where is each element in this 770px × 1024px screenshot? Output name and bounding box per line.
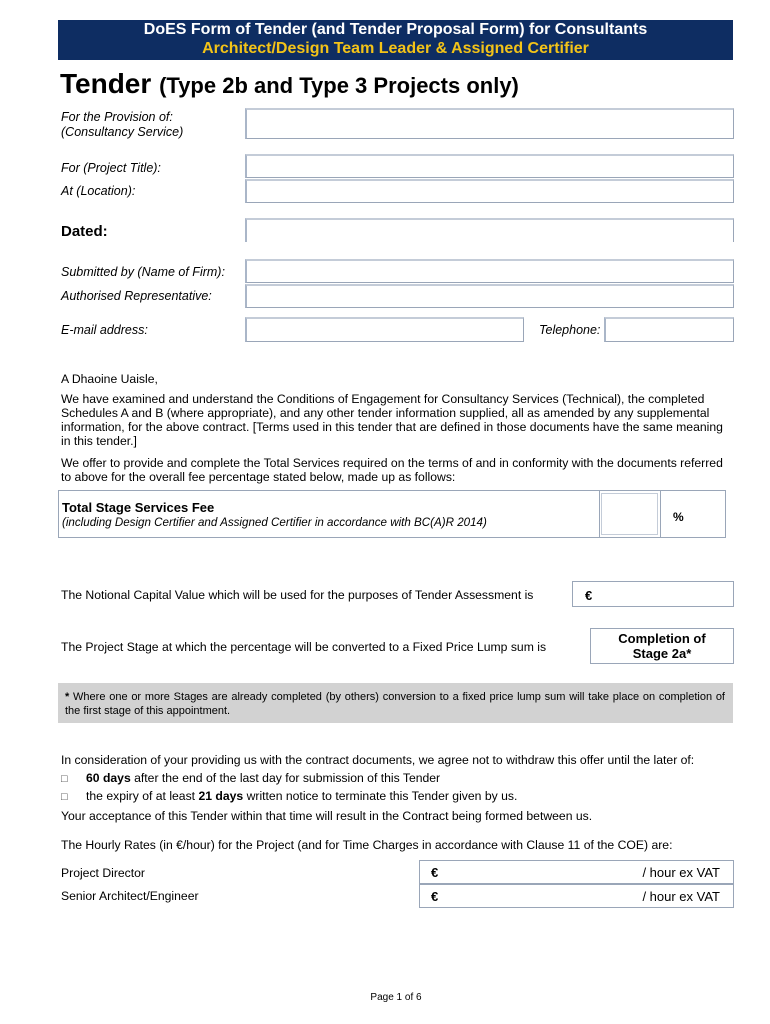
title-main: Tender <box>60 68 152 99</box>
rate-role-1: Senior Architect/Engineer <box>61 889 199 903</box>
fee-subtitle: (including Design Certifier and Assigned Certifier in accordance with BC(A)R 2014) <box>62 516 487 529</box>
item2-pre: the expiry of at least <box>86 789 199 803</box>
notional-currency: € <box>585 588 593 603</box>
item2-rest: written notice to terminate this Tender given by us. <box>243 789 518 803</box>
note-box <box>58 683 733 723</box>
telephone-label: Telephone: <box>539 323 601 337</box>
rates-intro: The Hourly Rates (in €/hour) for the Project (and for Time Charges in accordance with Clause 11 of the COE) are: <box>61 838 673 852</box>
fee-title: Total Stage Services Fee <box>62 500 215 515</box>
salutation: A Dhaoine Uaisle, <box>61 372 158 386</box>
location-label: At (Location): <box>61 184 136 198</box>
header-subtitle: Architect/Design Team Leader & Assigned Certifier <box>202 40 589 57</box>
stage-value-1: Completion of <box>618 631 706 646</box>
project-title-field[interactable] <box>245 154 734 178</box>
note-text-block <box>65 690 725 718</box>
paragraph-2: We offer to provide and complete the Total Services required on the terms of and in conformity with the documents referred to above for the overall fee percentage stated below, made up as follows: <box>61 456 723 484</box>
provision-label-2: (Consultancy Service) <box>61 125 184 139</box>
dated-field[interactable] <box>245 218 734 242</box>
rate-unit-0: / hour ex VAT <box>642 865 720 880</box>
checkbox-icon: □ <box>61 791 68 803</box>
rate-role-0: Project Director <box>61 866 145 880</box>
consideration-item-2 <box>61 789 518 804</box>
fee-table <box>58 490 726 538</box>
header-title: DoES Form of Tender (and Tender Proposal Form) for Consultants <box>143 21 648 38</box>
page-number: Page 1 of 6 <box>370 992 422 1003</box>
firm-label: Submitted by (Name of Firm): <box>61 265 225 279</box>
checkbox-icon: □ <box>61 773 68 785</box>
consideration-item-1 <box>61 771 441 786</box>
rate-field-1[interactable] <box>419 884 734 908</box>
note-star: * <box>65 691 70 703</box>
provision-label-1: For the Provision of: <box>61 110 173 124</box>
rep-field[interactable] <box>245 284 734 308</box>
rate-field-0[interactable] <box>419 860 734 884</box>
fee-divider <box>599 491 600 537</box>
page-title <box>60 68 519 100</box>
consideration-intro: In consideration of your providing us with the contract documents, we agree not to withdraw this offer until the later of: <box>61 753 695 767</box>
firm-field[interactable] <box>245 259 734 283</box>
item2-bold: 21 days <box>198 789 244 803</box>
fee-divider-2 <box>660 491 661 537</box>
email-label: E-mail address: <box>61 323 148 337</box>
telephone-field[interactable] <box>604 317 734 342</box>
paragraph-1: We have examined and understand the Conditions of Engagement for Consultancy Services (Technical), the completed Schedules A and B (where appropriate), and any other tender information supplied, all as amended by any supplemental information, for the above contract. [Terms used in this tender that are defined in those documents have the same meaning in this tender.] <box>61 392 723 448</box>
dated-label: Dated: <box>61 223 108 240</box>
rate-currency-1: € <box>431 889 439 904</box>
stage-value-2: Stage 2a* <box>632 646 692 661</box>
header-banner <box>58 20 733 60</box>
rate-currency-0: € <box>431 865 439 880</box>
item1-bold: 60 days <box>86 771 131 785</box>
notional-value-field[interactable] <box>572 581 734 607</box>
stage-value-box <box>590 628 734 664</box>
item1-rest: after the end of the last day for submission of this Tender <box>130 771 441 785</box>
project-title-label: For (Project Title): <box>61 161 161 175</box>
fee-unit: % <box>673 510 684 524</box>
note-text: Where one or more Stages are already completed (by others) conversion to a fixed price lump sum will take place on completion of the first stage of this appointment. <box>65 691 725 717</box>
location-field[interactable] <box>245 179 734 203</box>
rate-unit-1: / hour ex VAT <box>642 889 720 904</box>
title-sub: (Type 2b and Type 3 Projects only) <box>159 73 519 98</box>
provision-field[interactable] <box>245 108 734 139</box>
notional-text: The Notional Capital Value which will be used for the purposes of Tender Assessment is <box>61 588 534 602</box>
rep-label: Authorised Representative: <box>61 289 212 303</box>
stage-text: The Project Stage at which the percentage will be converted to a Fixed Price Lump sum is <box>61 640 547 654</box>
email-field[interactable] <box>245 317 524 342</box>
acceptance-text: Your acceptance of this Tender within that time will result in the Contract being formed between us. <box>61 809 593 823</box>
fee-percent-field[interactable] <box>601 493 658 535</box>
